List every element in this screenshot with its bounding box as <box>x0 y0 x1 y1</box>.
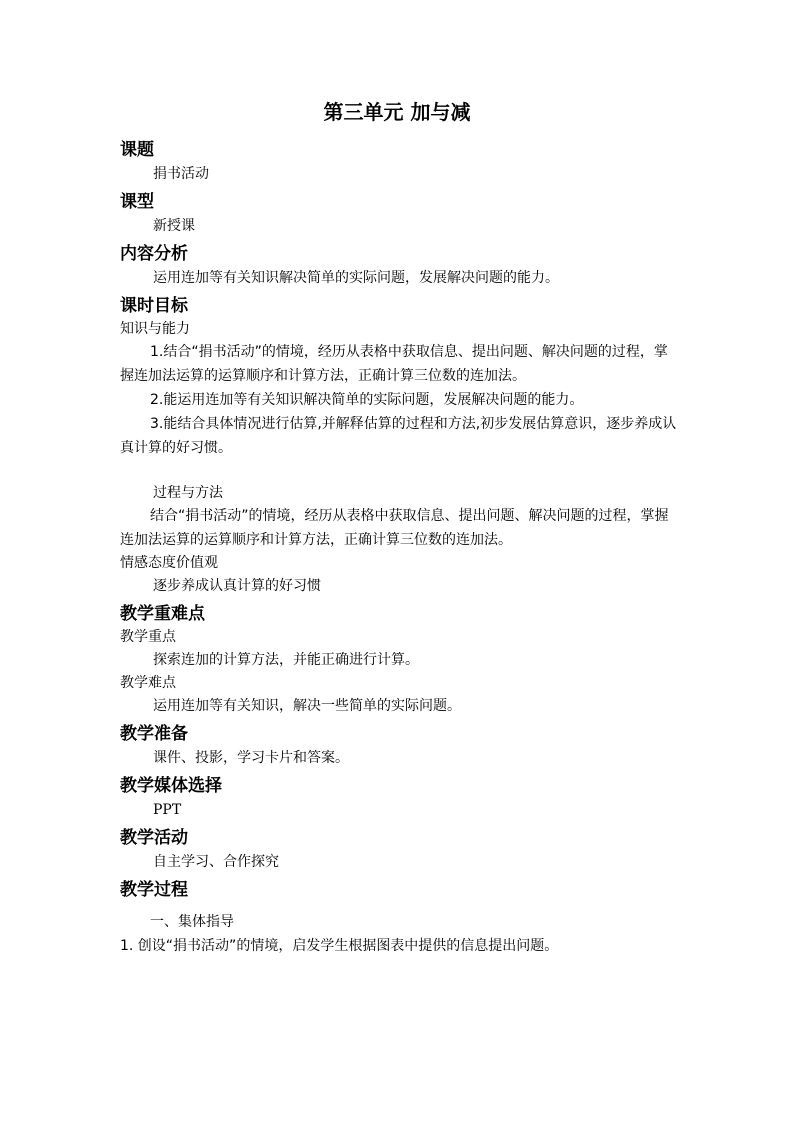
knowledge-item-1: 1.结合“捐书活动”的情境，经历从表格中获取信息、提出问题、解决问题的过程，掌握连加法运算的运算顺序和计算方法，正确计算三位数的连加法。 <box>120 344 668 384</box>
knowledge-item-2: 2.能运用连加等有关知识解决简单的实际问题，发展解决问题的能力。 <box>150 392 584 408</box>
activity-text: 自主学习、合作探究 <box>153 854 279 870</box>
knowledge-label: 知识与能力 <box>120 321 190 337</box>
prep-text: 课件、投影，学习卡片和答案。 <box>153 750 349 766</box>
heading-analysis: 内容分析 <box>120 244 188 264</box>
difficulty-label: 教学难点 <box>120 675 176 691</box>
heading-media: 教学媒体选择 <box>120 776 222 796</box>
heading-type: 课型 <box>120 192 154 212</box>
heading-topic: 课题 <box>120 140 154 160</box>
heading-prep: 教学准备 <box>120 724 188 744</box>
heading-goals: 课时目标 <box>120 296 188 316</box>
heading-activity: 教学活动 <box>120 828 188 848</box>
focus-label: 教学重点 <box>120 629 176 645</box>
collective-guidance: 一、集体指导 <box>150 914 234 930</box>
emotion-label: 情感态度价值观 <box>120 555 218 571</box>
media-text: PPT <box>153 802 182 818</box>
analysis-text: 运用连加等有关知识解决简单的实际问题，发展解决问题的能力。 <box>153 270 559 286</box>
emotion-text: 逐步养成认真计算的好习惯 <box>153 578 321 594</box>
heading-key-points: 教学重难点 <box>120 604 205 624</box>
heading-teaching-process: 教学过程 <box>120 880 188 900</box>
type-text: 新授课 <box>153 218 195 234</box>
knowledge-item-3: 3.能结合具体情况进行估算,并解释估算的过程和方法,初步发展估算意识，逐步养成认真计算的好习惯。 <box>120 416 677 456</box>
process-item-1: 1. 创设“捐书活动”的情境，启发学生根据图表中提供的信息提出问题。 <box>120 938 559 954</box>
focus-text: 探索连加的计算方法，并能正确进行计算。 <box>153 652 419 668</box>
document-body <box>120 138 680 958</box>
difficulty-text: 运用连加等有关知识，解决一些简单的实际问题。 <box>153 698 461 714</box>
process-text: 结合“捐书活动”的情境，经历从表格中获取信息、提出问题、解决问题的过程，掌握连加法运算的运算顺序和计算方法，正确计算三位数的连加法。 <box>120 508 669 548</box>
process-label: 过程与方法 <box>153 485 223 501</box>
topic-text: 捐书活动 <box>153 166 209 182</box>
page-title: 第三单元 加与减 <box>323 100 471 124</box>
